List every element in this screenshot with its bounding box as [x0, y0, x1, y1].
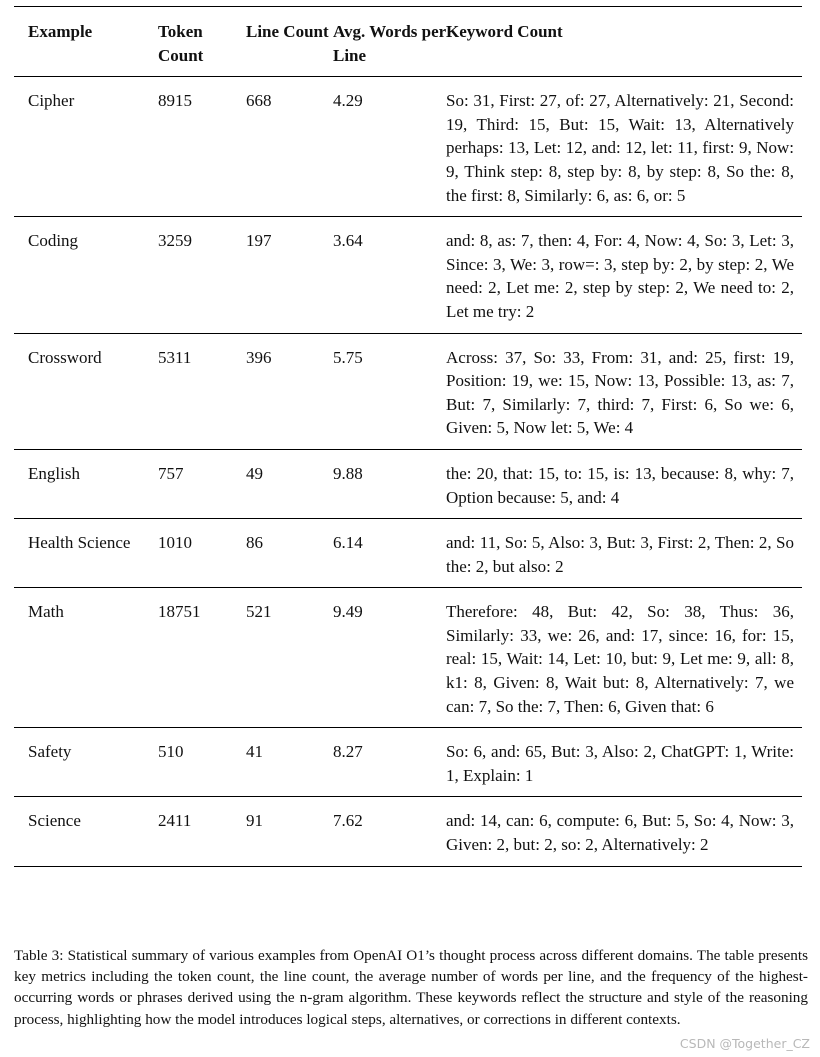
cell-example: Health Science: [28, 533, 131, 553]
watermark: CSDN @Together_CZ: [679, 1036, 810, 1051]
cell-line-count: 521: [246, 602, 272, 622]
cell-keywords: So: 31, First: 27, of: 27, Alternatively: 21, Second: 19, Third: 15, But: 15, Wait: 13, Alternatively perhaps: 13, Let: 12, and: 12, let: 11, first: 9, Now: 9, Think step: 8, step by: 8, by step: 8, So the: 8, the first: 8, Similarly: 6, as: 6, or: 5: [446, 91, 794, 205]
cell-token-count: 757: [158, 463, 184, 483]
cell-keywords: the: 20, that: 15, to: 15, is: 13, because: 8, why: 7, Option because: 5, and: 4: [446, 463, 794, 507]
header-avg-words: Avg. Words per Line: [333, 22, 446, 65]
cell-avg-words: 7.62: [333, 811, 363, 831]
cell-avg-words: 9.88: [333, 463, 363, 483]
header-keyword-count: Keyword Count: [446, 22, 563, 41]
cell-line-count: 396: [246, 347, 272, 367]
cell-line-count: 86: [246, 533, 263, 553]
cell-keywords: and: 11, So: 5, Also: 3, But: 3, First: 2, Then: 2, So the: 2, but also: 2: [446, 533, 794, 576]
table-row: [14, 77, 802, 217]
cell-example: Crossword: [28, 347, 102, 367]
cell-example: English: [28, 463, 80, 483]
table-row: [14, 449, 802, 518]
cell-keywords: and: 14, can: 6, compute: 6, But: 5, So: 4, Now: 3, Given: 2, but: 2, so: 2, Alternatively: 2: [446, 811, 794, 855]
table-header-row: [14, 7, 802, 77]
cell-token-count: 1010: [158, 533, 192, 553]
cell-token-count: 8915: [158, 91, 192, 111]
header-line-count: Line Count: [246, 22, 329, 41]
cell-avg-words: 8.27: [333, 742, 363, 762]
statistics-table-container: [14, 6, 802, 867]
table-row: [14, 588, 802, 728]
cell-example: Safety: [28, 742, 72, 762]
table-row: [14, 797, 802, 866]
cell-line-count: 197: [246, 231, 272, 251]
cell-line-count: 668: [246, 91, 272, 111]
cell-avg-words: 5.75: [333, 347, 363, 367]
cell-token-count: 3259: [158, 231, 192, 251]
cell-example: Coding: [28, 231, 79, 251]
cell-avg-words: 6.14: [333, 533, 363, 553]
table-row: [14, 519, 802, 588]
cell-avg-words: 9.49: [333, 602, 363, 622]
header-example: Example: [28, 22, 93, 41]
cell-avg-words: 4.29: [333, 91, 363, 111]
cell-example: Math: [28, 602, 64, 622]
cell-line-count: 41: [246, 742, 263, 762]
cell-keywords: and: 8, as: 7, then: 4, For: 4, Now: 4, So: 3, Let: 3, Since: 3, We: 3, row=: 3, step by: 2, by step: 2, We need: 2, Let me: 2, step by step: 2, We need to: 2, Let me try: 2: [446, 231, 794, 321]
cell-token-count: 18751: [158, 602, 201, 622]
header-token-count: Token Count: [158, 22, 204, 65]
table-row: [14, 333, 802, 449]
cell-line-count: 91: [246, 811, 263, 831]
table-row: [14, 728, 802, 797]
cell-token-count: 510: [158, 742, 184, 762]
cell-keywords: Therefore: 48, But: 42, So: 38, Thus: 36, Similarly: 33, we: 26, and: 17, since: 16, for: 15, real: 15, Wait: 14, Let: 10, but: 9, Let me: 9, all: 8, k1: 8, Given: 8, Wait but: 8, Alternatively: 7, we can: 7, So the: 7, Then: 6, Given that: 6: [446, 602, 794, 716]
statistics-table: [14, 6, 802, 867]
cell-avg-words: 3.64: [333, 231, 363, 251]
cell-line-count: 49: [246, 463, 263, 483]
cell-example: Cipher: [28, 91, 75, 111]
cell-keywords: So: 6, and: 65, But: 3, Also: 2, ChatGPT: 1, Write: 1, Explain: 1: [446, 742, 794, 785]
table-row: [14, 217, 802, 333]
cell-token-count: 2411: [158, 811, 192, 831]
cell-keywords: Across: 37, So: 33, From: 31, and: 25, first: 19, Position: 19, we: 15, Now: 13, Possible: 13, as: 7, But: 7, Similarly: 7, third: 7, First: 6, So we: 6, Given: 5, Now let: 5, We: 4: [446, 347, 794, 438]
table-caption: Table 3: Statistical summary of various examples from OpenAI O1’s thought process across different domains. The table presents key metrics including the token count, the line count, the average number of words per line, and the frequency of the highest-occurring words or phrases derived using the n-gram algorithm. These keywords reflect the structure and style of the reasoning process, highlighting how the model introduces logical steps, alternatives, or corrections in different contexts.: [14, 947, 808, 1028]
cell-token-count: 5311: [158, 347, 192, 367]
cell-example: Science: [28, 811, 81, 831]
